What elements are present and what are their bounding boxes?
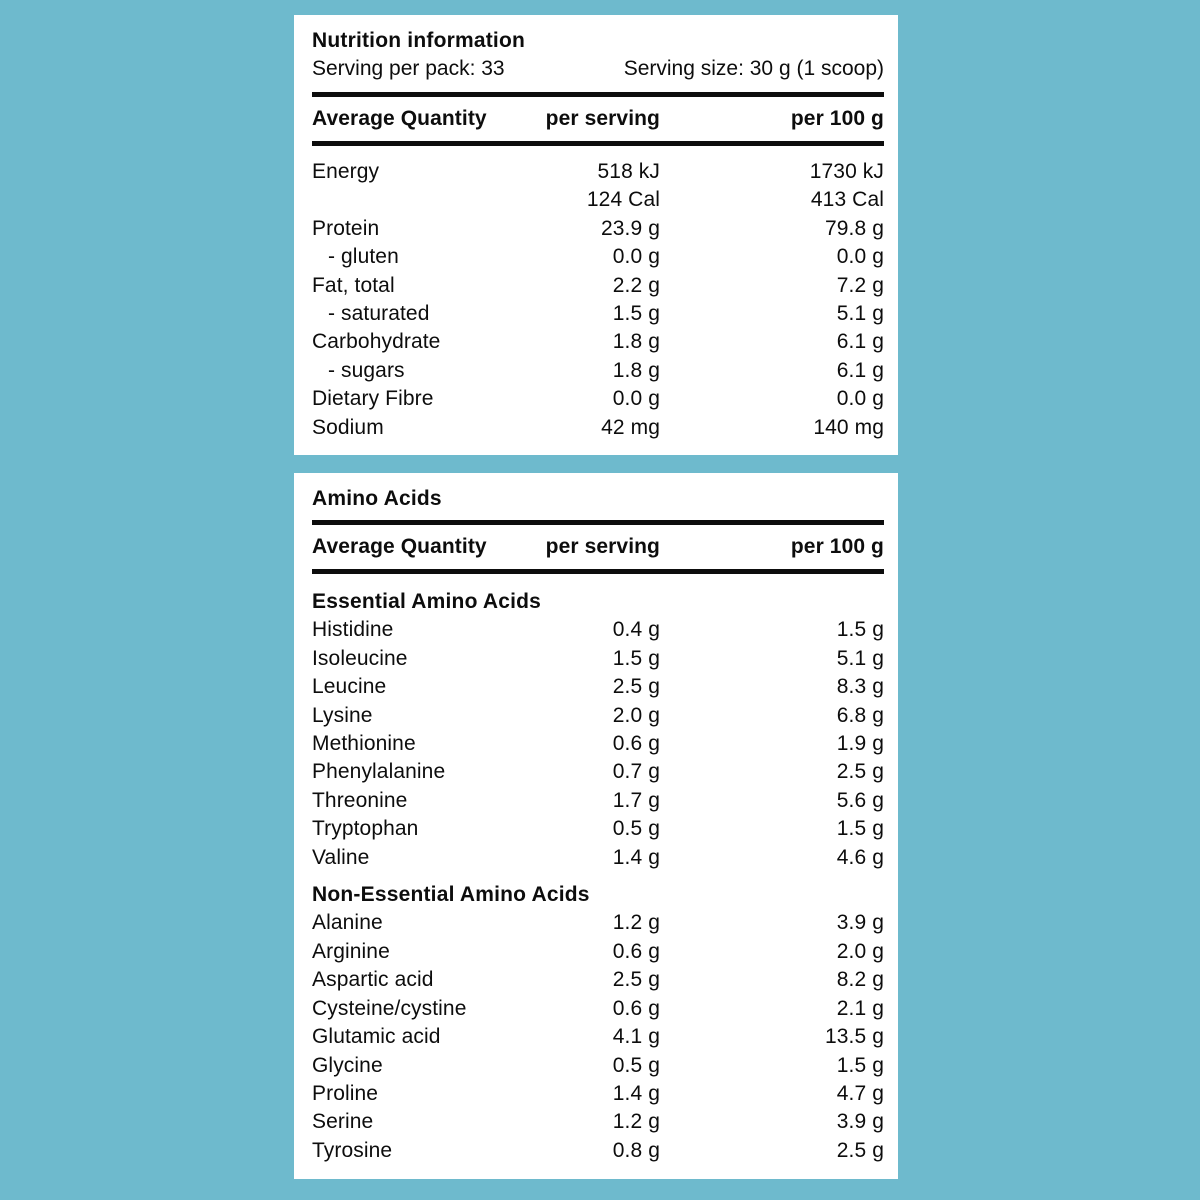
amino-acid-row xyxy=(312,758,884,786)
nutrition-table-row xyxy=(312,243,884,271)
per-serving-value: 2.0 g xyxy=(612,703,660,727)
column-header-average-quantity: Average Quantity xyxy=(312,535,487,558)
per-100g-value: 140 mg xyxy=(813,415,884,439)
per-100g-value: 2.1 g xyxy=(836,996,884,1020)
nutrient-name: Carbohydrate xyxy=(312,330,441,354)
non-essential-amino-acids-heading: Non-Essential Amino Acids xyxy=(312,883,590,907)
amino-acid-row xyxy=(312,1023,884,1051)
amino-acid-row xyxy=(312,995,884,1023)
amino-acid-name: Glycine xyxy=(312,1053,383,1077)
per-serving-value: 2.5 g xyxy=(612,968,660,992)
amino-acid-row xyxy=(312,1052,884,1080)
nutrient-name: - sugars xyxy=(328,358,405,382)
amino-acid-row xyxy=(312,673,884,701)
per-serving-value: 1.2 g xyxy=(612,1110,660,1134)
per-100g-value: 3.9 g xyxy=(836,911,884,935)
nutrition-table-body xyxy=(312,158,884,442)
nutrient-name: Protein xyxy=(312,216,380,240)
nutrient-name: - gluten xyxy=(328,245,399,269)
amino-acid-row xyxy=(312,702,884,730)
amino-acid-row xyxy=(312,730,884,758)
nutrition-table-row xyxy=(312,385,884,413)
nutrition-panel-title: Nutrition information xyxy=(312,29,526,52)
amino-acid-row xyxy=(312,1080,884,1108)
column-header-per-serving: per serving xyxy=(545,107,660,130)
per-serving-value: 0.7 g xyxy=(612,760,660,784)
per-100g-value: 0.0 g xyxy=(836,245,884,269)
per-serving-value: 2.5 g xyxy=(612,675,660,699)
serving-info-row xyxy=(312,54,884,84)
per-100g-value: 5.1 g xyxy=(836,646,884,670)
nutrient-name: Energy xyxy=(312,160,380,183)
nutrition-table-row xyxy=(312,272,884,300)
amino-acid-row xyxy=(312,909,884,937)
per-100g-value: 7.2 g xyxy=(836,273,884,297)
amino-acid-name: Isoleucine xyxy=(312,646,408,670)
per-serving-value: 1.5 g xyxy=(612,646,660,670)
nutrition-table-row xyxy=(312,215,884,243)
amino-acid-row xyxy=(312,938,884,966)
amino-column-header-row xyxy=(312,533,884,561)
column-header-per-100g: per 100 g xyxy=(790,535,884,558)
amino-acid-name: Methionine xyxy=(312,732,416,756)
essential-amino-acids-heading: Essential Amino Acids xyxy=(312,590,542,613)
serving-size-text: Serving size: 30 g (1 scoop) xyxy=(623,57,884,80)
per-100g-value: 1.9 g xyxy=(836,732,884,756)
divider-rule xyxy=(312,141,884,146)
amino-acid-name: Proline xyxy=(312,1081,379,1105)
per-100g-value: 8.3 g xyxy=(836,675,884,699)
per-serving-value: 0.5 g xyxy=(612,817,660,841)
nutrition-table-row xyxy=(312,186,884,214)
divider-rule xyxy=(312,569,884,574)
non-essential-amino-acids-body xyxy=(312,909,884,1165)
per-serving-value: 0.0 g xyxy=(612,245,660,269)
per-100g-value: 2.5 g xyxy=(836,760,884,784)
column-header-per-serving: per serving xyxy=(545,535,660,558)
per-100g-value: 6.8 g xyxy=(836,703,884,727)
per-serving-value: 2.2 g xyxy=(612,273,660,297)
per-serving-value: 124 Cal xyxy=(586,188,660,212)
per-100g-value: 6.1 g xyxy=(836,330,884,354)
per-100g-value: 13.5 g xyxy=(825,1025,884,1049)
amino-acid-name: Cysteine/cystine xyxy=(312,996,467,1020)
nutrition-table-row xyxy=(312,158,884,186)
nutrition-table-row xyxy=(312,300,884,328)
per-serving-value: 1.8 g xyxy=(612,358,660,382)
per-100g-value: 1730 kJ xyxy=(809,160,884,183)
nutrient-name: Dietary Fibre xyxy=(312,387,434,411)
per-100g-value: 0.0 g xyxy=(836,387,884,411)
per-serving-value: 0.8 g xyxy=(612,1138,660,1162)
nutrition-table-row xyxy=(312,357,884,385)
per-100g-value: 413 Cal xyxy=(810,188,884,212)
per-100g-value: 6.1 g xyxy=(836,358,884,382)
nutrition-column-header-row xyxy=(312,105,884,133)
per-serving-value: 0.6 g xyxy=(612,732,660,756)
amino-acid-row xyxy=(312,1108,884,1136)
per-serving-value: 0.5 g xyxy=(612,1053,660,1077)
serving-per-pack-text: Serving per pack: 33 xyxy=(312,57,505,80)
column-header-average-quantity: Average Quantity xyxy=(312,107,487,130)
amino-acid-name: Histidine xyxy=(312,618,394,642)
nutrient-name: Fat, total xyxy=(312,273,395,297)
nutrition-information-panel xyxy=(294,15,898,455)
amino-acid-row xyxy=(312,844,884,872)
nutrition-table-row xyxy=(312,414,884,442)
per-100g-value: 2.5 g xyxy=(836,1138,884,1162)
nutrient-name: Sodium xyxy=(312,415,384,439)
per-serving-value: 518 kJ xyxy=(597,160,660,183)
nutrient-name: - saturated xyxy=(328,302,430,326)
amino-acid-name: Arginine xyxy=(312,939,390,963)
amino-acid-row xyxy=(312,1137,884,1165)
amino-panel-title: Amino Acids xyxy=(312,487,442,510)
per-100g-value: 4.7 g xyxy=(836,1081,884,1105)
per-100g-value: 79.8 g xyxy=(825,216,884,240)
amino-acid-name: Threonine xyxy=(312,788,408,812)
amino-acid-name: Alanine xyxy=(312,911,383,935)
essential-amino-acids-body xyxy=(312,616,884,872)
amino-acid-name: Leucine xyxy=(312,675,387,699)
amino-acid-row xyxy=(312,616,884,644)
amino-acid-row xyxy=(312,966,884,994)
amino-acid-name: Valine xyxy=(312,845,370,869)
per-serving-value: 0.6 g xyxy=(612,996,660,1020)
per-serving-value: 0.4 g xyxy=(612,618,660,642)
per-serving-value: 23.9 g xyxy=(601,216,660,240)
amino-acid-name: Glutamic acid xyxy=(312,1025,441,1049)
per-serving-value: 1.4 g xyxy=(612,1081,660,1105)
per-serving-value: 0.6 g xyxy=(612,939,660,963)
amino-acid-row xyxy=(312,815,884,843)
per-serving-value: 0.0 g xyxy=(612,387,660,411)
per-100g-value: 3.9 g xyxy=(836,1110,884,1134)
amino-acid-row xyxy=(312,645,884,673)
per-100g-value: 5.1 g xyxy=(836,302,884,326)
column-header-per-100g: per 100 g xyxy=(790,107,884,130)
amino-acids-panel xyxy=(294,473,898,1179)
per-100g-value: 4.6 g xyxy=(836,845,884,869)
amino-acid-name: Tryptophan xyxy=(312,817,419,841)
per-serving-value: 1.2 g xyxy=(612,911,660,935)
nutrient-name xyxy=(312,186,527,214)
amino-acid-name: Tyrosine xyxy=(312,1138,393,1162)
amino-acid-row xyxy=(312,787,884,815)
divider-rule xyxy=(312,520,884,525)
per-100g-value: 8.2 g xyxy=(836,968,884,992)
per-100g-value: 2.0 g xyxy=(836,939,884,963)
amino-acid-name: Serine xyxy=(312,1110,374,1134)
per-serving-value: 1.4 g xyxy=(612,845,660,869)
per-100g-value: 1.5 g xyxy=(836,1053,884,1077)
per-100g-value: 5.6 g xyxy=(836,788,884,812)
per-100g-value: 1.5 g xyxy=(836,817,884,841)
per-100g-value: 1.5 g xyxy=(836,618,884,642)
amino-acid-name: Phenylalanine xyxy=(312,760,446,784)
amino-acid-name: Lysine xyxy=(312,703,373,727)
per-serving-value: 4.1 g xyxy=(612,1025,660,1049)
per-serving-value: 1.8 g xyxy=(612,330,660,354)
per-serving-value: 1.5 g xyxy=(612,302,660,326)
amino-acid-name: Aspartic acid xyxy=(312,968,434,992)
per-serving-value: 1.7 g xyxy=(612,788,660,812)
divider-rule xyxy=(312,92,884,97)
nutrition-table-row xyxy=(312,328,884,356)
per-serving-value: 42 mg xyxy=(601,415,660,439)
